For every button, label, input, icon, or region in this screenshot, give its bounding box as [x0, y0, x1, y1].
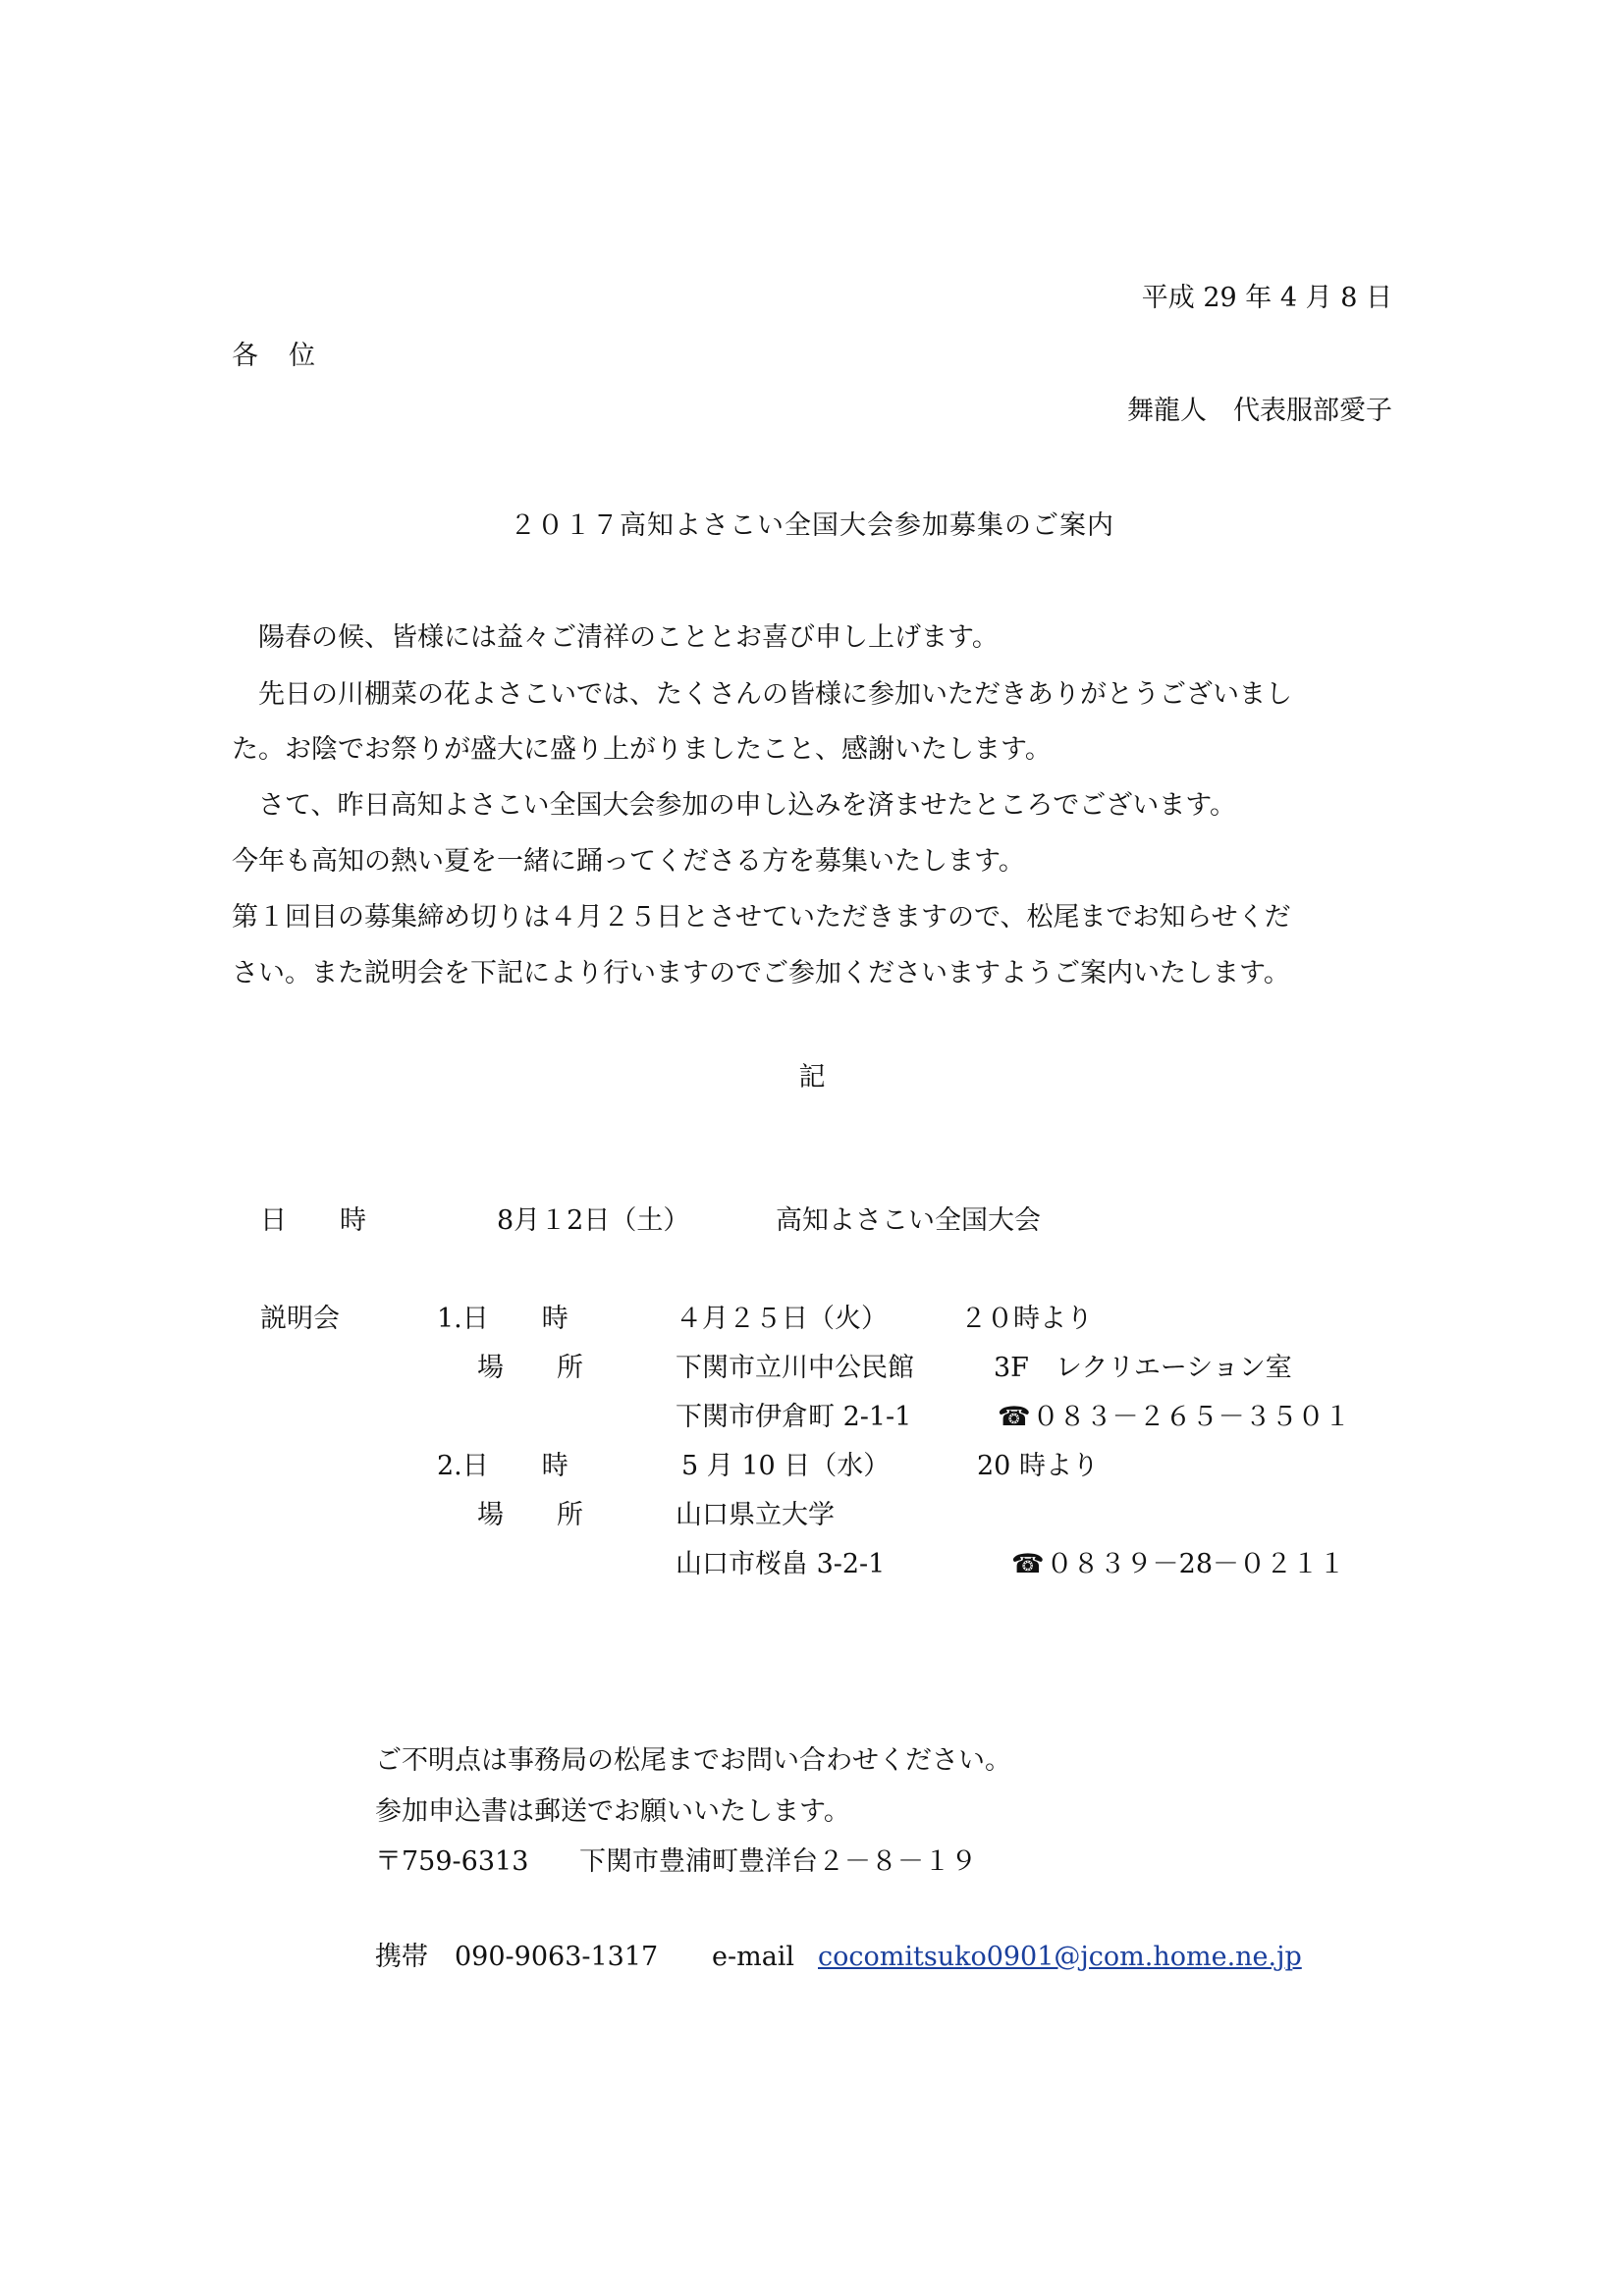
document-title: ２０１７高知よさこい全国大会参加募集のご案内: [510, 510, 1114, 541]
briefing-2-phone: [1011, 1549, 1345, 1580]
body-line-1: 陽春の候、皆様には益々ご清祥のこととお喜び申し上げます。: [232, 622, 999, 653]
briefing-2-date-label: 2.日 時: [437, 1451, 568, 1481]
body-line-5: 今年も高知の熱い夏を一緒に踊ってくださる方を募集いたします。: [232, 846, 1025, 877]
contact-line-1: ご不明点は事務局の松尾までお問い合わせください。: [375, 1745, 1011, 1776]
body-line-6: 第１回目の募集締め切りは４月２５日とさせていただきますので、松尾までお知らせくだ: [232, 902, 1291, 933]
briefing-1-time: ２０時より: [960, 1304, 1093, 1334]
sender-name: 舞龍人 代表服部愛子: [1127, 396, 1392, 426]
body-line-4: さて、昨日高知よさこい全国大会参加の申し込みを済ませたところでございます。: [232, 790, 1237, 821]
briefing-1-phone: [998, 1402, 1351, 1433]
contact-address: 下関市豊浦町豊洋台２－８－１９: [579, 1846, 977, 1877]
email-label: e-mail: [712, 1942, 795, 1972]
body-line-3: た。お陰でお祭りが盛大に盛り上がりましたこと、感謝いたします。: [232, 734, 1052, 765]
event-date: 8月１2日（土）: [497, 1205, 690, 1236]
ki-heading: 記: [798, 1062, 826, 1093]
briefing-2-phone-number: ０８３９－28－０２１１: [1046, 1549, 1345, 1579]
briefing-1-phone-number: ０８３－２６５－３５０１: [1032, 1402, 1351, 1432]
briefing-1-address: 下関市伊倉町 2-1-1: [676, 1402, 912, 1432]
contact-line-2: 参加申込書は郵送でお願いいたします。: [375, 1796, 850, 1827]
briefing-label: 説明会: [260, 1304, 340, 1334]
mobile-number: 携帯 090-9063-1317: [375, 1942, 659, 1972]
email-link[interactable]: cocomitsuko0901@jcom.home.ne.jp: [818, 1942, 1302, 1972]
briefing-2-venue: 山口県立大学: [676, 1500, 835, 1530]
body-line-2: 先日の川棚菜の花よさこいでは、たくさんの皆様に参加いただきありがとうございまし: [232, 679, 1292, 710]
body-line-7: さい。また説明会を下記により行いますのでご参加くださいますようご案内いたします。: [232, 958, 1290, 988]
event-name: 高知よさこい全国大会: [776, 1205, 1041, 1236]
briefing-2-date: 5 月 10 日（水）: [681, 1451, 891, 1481]
briefing-1-date-label: 1.日 時: [437, 1304, 568, 1334]
event-date-label: 日 時: [260, 1205, 366, 1236]
document-date: 平成 29 年 4 月 8 日: [1141, 283, 1392, 313]
briefing-1-room: 3F レクリエーション室: [994, 1353, 1292, 1383]
briefing-2-place-label: 場 所: [477, 1500, 583, 1530]
briefing-1-venue: 下関市立川中公民館: [676, 1353, 914, 1383]
briefing-2-address: 山口市桜畠 3-2-1: [676, 1549, 886, 1579]
telephone-icon: ☎: [998, 1402, 1031, 1432]
addressee: 各 位: [232, 341, 317, 371]
briefing-1-date: ４月２５日（火）: [676, 1304, 888, 1334]
briefing-1-place-label: 場 所: [477, 1353, 583, 1383]
briefing-2-time: 20 時より: [977, 1451, 1099, 1481]
telephone-icon: ☎: [1011, 1549, 1045, 1579]
postal-code: 〒759-6313: [375, 1846, 529, 1877]
